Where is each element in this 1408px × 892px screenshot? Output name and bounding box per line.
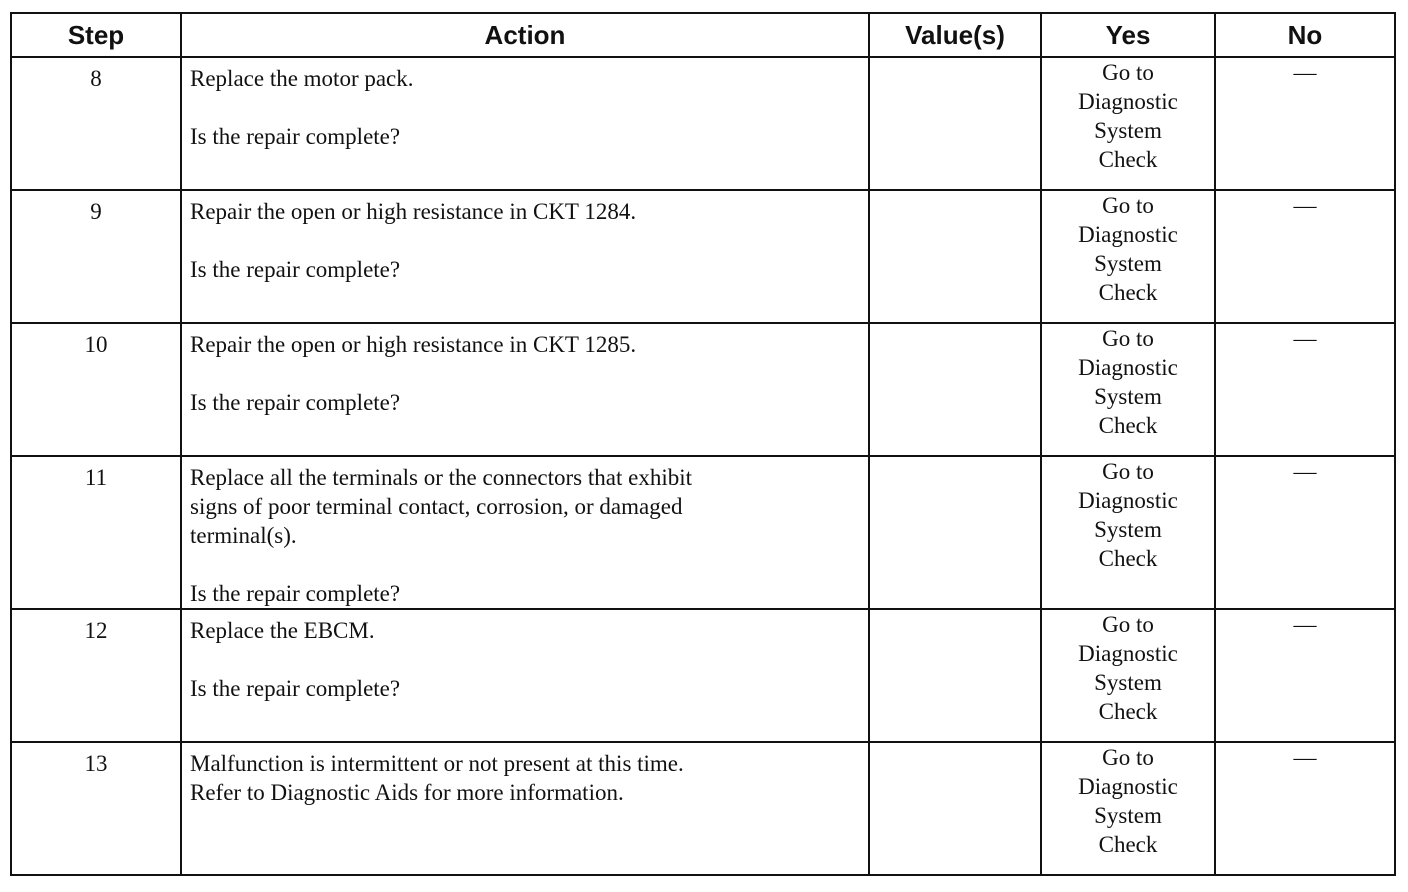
header-yes: Yes <box>1041 13 1215 57</box>
value-cell <box>869 609 1041 742</box>
value-cell <box>869 190 1041 323</box>
action-text: signs of poor terminal contact, corrosion, or damaged <box>190 494 683 519</box>
header-values: Value(s) <box>869 13 1041 57</box>
yes-text: System <box>1094 670 1162 695</box>
step-number: 10 <box>11 323 181 456</box>
action-text: Malfunction is intermittent or not present at this time. <box>190 751 684 776</box>
step-number: 13 <box>11 742 181 875</box>
action-question: Is the repair complete? <box>190 124 401 149</box>
action-cell <box>181 190 869 323</box>
step-number: 12 <box>11 609 181 742</box>
yes-text: Go to <box>1102 193 1154 218</box>
table-row <box>11 190 1395 323</box>
yes-text: Go to <box>1102 326 1154 351</box>
value-cell <box>869 57 1041 190</box>
action-cell <box>181 742 869 875</box>
yes-text: Check <box>1098 546 1158 571</box>
header-step: Step <box>11 13 181 57</box>
action-question: Is the repair complete? <box>190 390 401 415</box>
yes-text: Go to <box>1102 459 1154 484</box>
yes-text: Diagnostic <box>1078 89 1178 114</box>
yes-text: Go to <box>1102 745 1154 770</box>
table-row <box>11 609 1395 742</box>
yes-cell <box>1041 742 1215 875</box>
action-cell <box>181 57 869 190</box>
action-text: Replace the motor pack. <box>190 66 414 91</box>
no-cell: — <box>1215 57 1395 190</box>
yes-text: System <box>1094 517 1162 542</box>
no-cell: — <box>1215 742 1395 875</box>
yes-text: System <box>1094 384 1162 409</box>
table-row <box>11 742 1395 875</box>
yes-text: Check <box>1098 280 1158 305</box>
step-number: 9 <box>11 190 181 323</box>
yes-cell <box>1041 456 1215 609</box>
action-question: Is the repair complete? <box>190 676 401 701</box>
no-cell: — <box>1215 609 1395 742</box>
value-cell <box>869 742 1041 875</box>
table-row <box>11 456 1395 609</box>
action-cell <box>181 609 869 742</box>
no-cell: — <box>1215 456 1395 609</box>
yes-text: Check <box>1098 413 1158 438</box>
diagnostic-table <box>10 12 1396 876</box>
no-cell: — <box>1215 323 1395 456</box>
table-row <box>11 57 1395 190</box>
header-action: Action <box>181 13 869 57</box>
table-body <box>11 57 1395 875</box>
value-cell <box>869 456 1041 609</box>
action-text: Replace the EBCM. <box>190 618 375 643</box>
yes-text: System <box>1094 251 1162 276</box>
yes-text: System <box>1094 803 1162 828</box>
table-row <box>11 323 1395 456</box>
no-cell: — <box>1215 190 1395 323</box>
action-cell <box>181 456 869 609</box>
action-text: Repair the open or high resistance in CKT 1285. <box>190 332 637 357</box>
action-text: Replace all the terminals or the connectors that exhibit <box>190 465 692 490</box>
header-no: No <box>1215 13 1395 57</box>
action-text: Repair the open or high resistance in CKT 1284. <box>190 199 637 224</box>
action-question: Is the repair complete? <box>190 257 401 282</box>
yes-cell <box>1041 57 1215 190</box>
yes-text: Diagnostic <box>1078 774 1178 799</box>
step-number: 8 <box>11 57 181 190</box>
yes-text: Go to <box>1102 612 1154 637</box>
action-question: Is the repair complete? <box>190 581 401 606</box>
header-row <box>11 13 1395 57</box>
yes-text: Diagnostic <box>1078 641 1178 666</box>
yes-text: Go to <box>1102 60 1154 85</box>
yes-text: Check <box>1098 699 1158 724</box>
yes-text: Diagnostic <box>1078 488 1178 513</box>
yes-cell <box>1041 190 1215 323</box>
value-cell <box>869 323 1041 456</box>
yes-text: Check <box>1098 832 1158 857</box>
yes-text: Check <box>1098 147 1158 172</box>
yes-text: Diagnostic <box>1078 222 1178 247</box>
action-text: terminal(s). <box>190 523 297 548</box>
yes-text: Diagnostic <box>1078 355 1178 380</box>
step-number: 11 <box>11 456 181 609</box>
action-cell <box>181 323 869 456</box>
yes-text: System <box>1094 118 1162 143</box>
yes-cell <box>1041 609 1215 742</box>
action-text: Refer to Diagnostic Aids for more information. <box>190 780 624 805</box>
yes-cell <box>1041 323 1215 456</box>
